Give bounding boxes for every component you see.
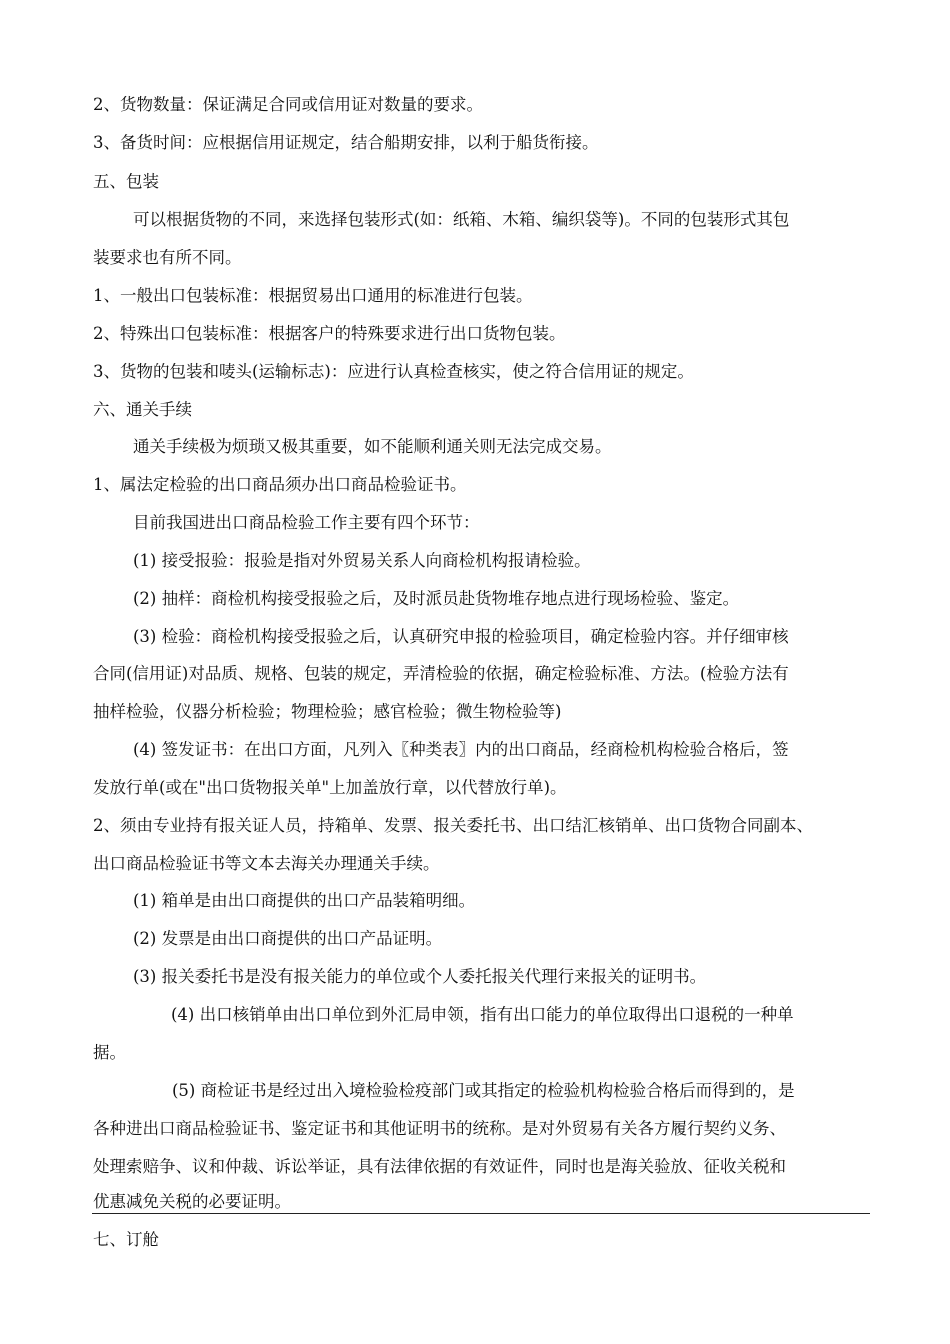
item-packing-list: (1) 箱单是由出口商提供的出口产品装箱明细。 [133, 891, 476, 910]
line-customs-documents-cont: 出口商品检验证书等文本去海关办理通关手续。 [93, 854, 440, 873]
horizontal-rule [92, 1213, 870, 1214]
item-commodity-certificate: (5) 商检证书是经过出入境检验检疫部门或其指定的检验机构检验合格后而得到的，是 [172, 1081, 795, 1100]
line-customs-documents: 2、须由专业持有报关证人员，持箱单、发票、报关委托书、出口结汇核销单、出口货物合同副本、 [93, 816, 813, 835]
item-commodity-certificate-cont-2: 处理索赔争、议和仲裁、诉讼举证，具有法律依据的有效证件，同时也是海关验放、征收关税和 [93, 1157, 786, 1176]
item-sampling: (2) 抽样：商检机构接受报验之后，及时派员赴货物堆存地点进行现场检验、鉴定。 [133, 589, 740, 608]
item-inspection: (3) 检验：商检机构接受报验之后，认真研究申报的检验项目，确定检验内容。并仔细审核 [133, 627, 789, 646]
line-shipping-marks: 3、货物的包装和唛头(运输标志)：应进行认真检查核实，使之符合信用证的规定。 [93, 362, 694, 381]
item-accept-inspection: (1) 接受报验：报验是指对外贸易关系人向商检机构报请检验。 [133, 551, 591, 570]
item-commodity-certificate-cont-3: 优惠减免关税的必要证明。 [93, 1192, 291, 1211]
line-inspection-certificate: 1、属法定检验的出口商品须办出口商品检验证书。 [93, 475, 467, 494]
item-issue-certificate-cont: 发放行单(或在"出口货物报关单"上加盖放行章，以代替放行单)。 [93, 778, 567, 797]
item-commodity-certificate-cont-1: 各种进出口商品检验证书、鉴定证书和其他证明书的统称。是对外贸易有关各方履行契约义务、 [93, 1119, 786, 1138]
paragraph-four-steps: 目前我国进出口商品检验工作主要有四个环节： [133, 513, 480, 532]
item-inspection-cont-2: 抽样检验，仪器分析检验；物理检验；感官检验；微生物检验等) [93, 702, 562, 721]
item-verification-form-cont: 据。 [93, 1043, 126, 1062]
paragraph-packaging-intro-cont: 装要求也有所不同。 [93, 248, 242, 267]
paragraph-packaging-intro: 可以根据货物的不同，来选择包装形式(如：纸箱、木箱、编织袋等)。不同的包装形式其包 [133, 210, 790, 229]
line-special-packaging: 2、特殊出口包装标准：根据客户的特殊要求进行出口货物包装。 [93, 324, 566, 343]
item-power-of-attorney: (3) 报关委托书是没有报关能力的单位或个人委托报关代理行来报关的证明书。 [133, 967, 707, 986]
item-verification-form: (4) 出口核销单由出口单位到外汇局申领，指有出口能力的单位取得出口退税的一种单 [171, 1005, 794, 1024]
heading-packaging: 五、包装 [93, 172, 159, 191]
item-invoice: (2) 发票是由出口商提供的出口产品证明。 [133, 929, 443, 948]
heading-booking: 七、订舱 [93, 1230, 159, 1249]
item-issue-certificate: (4) 签发证书：在出口方面，凡列入〖种类表〗内的出口商品，经商检机构检验合格后，签 [133, 740, 789, 759]
line-general-packaging: 1、一般出口包装标准：根据贸易出口通用的标准进行包装。 [93, 286, 533, 305]
line-goods-quantity: 2、货物数量：保证满足合同或信用证对数量的要求。 [93, 95, 483, 114]
heading-customs: 六、通关手续 [93, 400, 192, 419]
line-stocking-time: 3、备货时间：应根据信用证规定，结合船期安排，以利于船货衔接。 [93, 133, 599, 152]
item-inspection-cont-1: 合同(信用证)对品质、规格、包装的规定，弄清检验的依据，确定检验标准、方法。(检验方法有 [93, 664, 789, 683]
paragraph-customs-intro: 通关手续极为烦琐又极其重要，如不能顺利通关则无法完成交易。 [133, 437, 612, 456]
